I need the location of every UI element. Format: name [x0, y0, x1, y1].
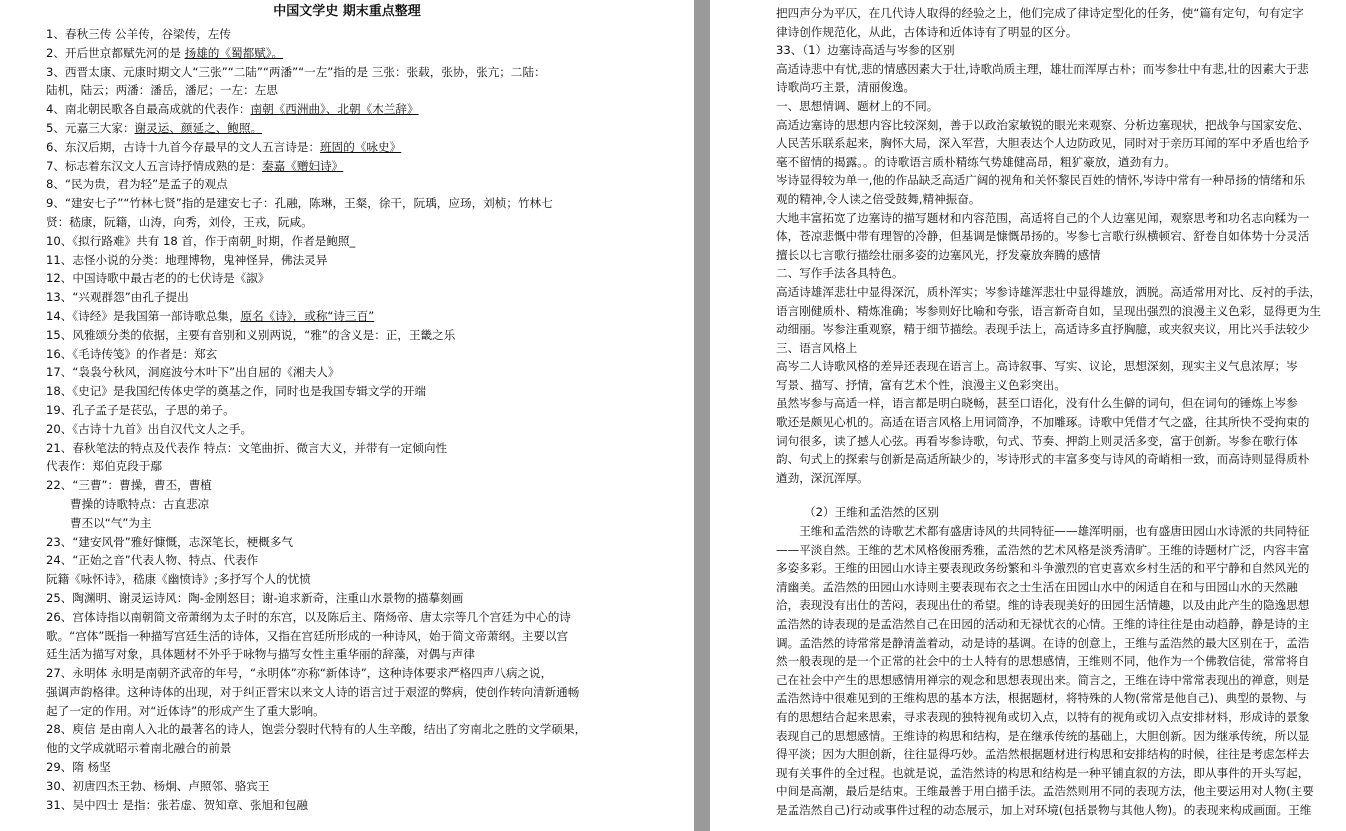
line-text: 19、孔子孟子是苌弘，子思的弟子。 — [46, 402, 235, 417]
text-line — [46, 608, 626, 627]
text-line — [46, 683, 626, 702]
line-text: 23、“建安风骨”雅好慷慨，志深笔长，梗概多气 — [46, 534, 294, 549]
text-line — [46, 439, 626, 458]
text-line — [776, 689, 1346, 708]
line-text: 三、语言风格上 — [776, 340, 858, 355]
text-line — [776, 41, 1346, 60]
line-text: 遒劲，深沉浑厚。 — [776, 470, 869, 485]
line-text: 1、春秋三传 公羊传，谷梁传，左传 — [46, 27, 231, 41]
line-text: 中间是高潮，最后是结束。王维最善于用白描手法。孟浩然则用不同的表现方法，他主要运用对人物(主要 — [776, 784, 1314, 799]
line-text: 11、志怪小说的分类：地理博物，鬼神怪异，佛法灵异 — [46, 252, 328, 267]
line-text: 阮籍《咏怀诗》，嵇康《幽愤诗》;多抒写个人的忧愤 — [46, 572, 311, 587]
line-text: 12、中国诗歌中最古老的的七伏诗是《諔》 — [46, 271, 270, 286]
line-text: 15、风雅颂分类的依据，主要有音别和义别两说，“雅”的含义是：正，王畿之乐 — [46, 327, 456, 342]
text-line — [46, 175, 626, 194]
line-text: 岑诗显得较为单一,他的作品缺乏高适广阔的视角和关怀黎民百姓的情怀,岑诗中常有一种昂扬的情绪和乐 — [776, 173, 1306, 188]
text-line — [776, 745, 1346, 764]
line-text: 己在社会中产生的思想感情用禅宗的观念和思想表现出来。简言之，王维在诗中常常表现出的禅意，则是 — [776, 672, 1310, 687]
line-text: 是孟浩然自己)行动或事件过程的动态展示，加上对环境(包括景物与其他人物)。的表现来构成画面。王维 — [776, 802, 1312, 817]
underlined-answer: 谢灵运、颜延之、鲍照。 — [134, 120, 263, 135]
text-line — [46, 363, 626, 382]
text-line — [776, 357, 1346, 376]
text-line — [46, 25, 626, 44]
text-line — [46, 100, 626, 119]
line-text: 语言刚健质朴、精炼准确；岑参则好比喻和夸张，语言新奇自如，呈现出强烈的浪漫主义色彩，显得更为生 — [776, 303, 1321, 318]
text-line — [46, 476, 626, 495]
text-line — [46, 288, 626, 307]
line-text: 二、写作手法各具特色。 — [776, 266, 904, 281]
text-line — [46, 702, 626, 721]
text-line — [46, 213, 626, 232]
line-text: 现有关事件的全过程。也就是说，孟浩然诗的构思和结构是一种平铺直叙的方法，即从事件的开头写起， — [776, 765, 1310, 780]
line-text: 22、“三曹”：曹操，曹丕，曹植 — [46, 478, 212, 493]
text-line — [776, 432, 1346, 451]
text-line — [776, 246, 1346, 265]
line-text: 廷生活为描写对象，具体题材不外乎于咏物与描写女性主重华丽的辞藻，对偶与声律 — [46, 647, 475, 662]
text-line — [46, 307, 626, 326]
line-text: 律诗创作规范化，从此，古体诗和近体诗有了明显的区分。 — [776, 24, 1078, 39]
text-line — [776, 227, 1346, 246]
text-line — [776, 394, 1346, 413]
text-line — [776, 541, 1346, 560]
underlined-answer: 班固的《咏史》 — [320, 139, 402, 154]
text-line — [776, 503, 1346, 522]
text-line — [46, 232, 626, 251]
line-text: 观的精神,令人读之倍受鼓舞,精神振奋。 — [776, 191, 981, 206]
line-text: 13、“兴观群怨”由孔子提出 — [46, 290, 189, 305]
text-line — [46, 664, 626, 683]
line-text: 调。孟浩然的诗常常是静清盖着动，动是诗的基调。在诗的创意上，王维与孟浩然的最大区别在于，孟浩 — [776, 635, 1310, 650]
line-text: 14、《诗经》是我国第一部诗歌总集， — [46, 308, 241, 323]
line-text: 孟浩然诗中很难见到的王维构思的基本方法，根据题材，将特殊的人物(常常是他自己)、典型的景物、与 — [776, 691, 1307, 706]
text-line — [46, 457, 626, 476]
text-line — [776, 209, 1346, 228]
line-text: 3、西晋太康、元康时期文人“三张”“二陆”“两潘”“一左”指的是 三张：张载，张协，张亢；二陆： — [46, 64, 546, 79]
line-text: 诗歌尚巧主景，清丽俊逸。 — [776, 80, 916, 95]
line-text: 擅长以七言歌行描绘壮丽多姿的边塞风光，抒发豪放奔腾的感情 — [776, 247, 1101, 262]
line-text: 贤：嵇康，阮籍，山涛，向秀，刘伶，王戎，阮咸。 — [46, 214, 313, 229]
line-text: ——平淡自然。王维的艺术风格俊丽秀雅，孟浩然的艺术风格是淡秀清旷。王维的诗题材广泛，内容丰富 — [776, 542, 1310, 557]
text-line — [776, 727, 1346, 746]
line-text: 曹操的诗歌特点：古直悲凉 — [70, 496, 210, 511]
line-text: 动细丽。岑参注重观察，精于细节描绘。表现手法上，高适诗多直抒胸臆，或夹叙夹议，用比兴手法较少 — [776, 322, 1310, 337]
text-line — [776, 23, 1346, 42]
line-text: 陆机，陆云；两潘：潘岳，潘尼；一左：左思 — [46, 83, 278, 98]
line-text: 体，苍凉悲慨中带有理智的冷静，但基调是慷慨昂扬的。岑参七言歌行纵横顿宕、舒卷自如体势十分灵活 — [776, 229, 1310, 244]
line-text: 24、“正始之音”代表人物、特点、代表作 — [46, 553, 259, 568]
text-line — [46, 777, 626, 796]
text-line — [776, 671, 1346, 690]
text-line — [46, 589, 626, 608]
line-text: 6、东汉后期，古诗十九首今存最早的文人五言诗是： — [46, 139, 321, 154]
line-text: 7、标志着东汉文人五言诗抒情成熟的是： — [46, 158, 263, 173]
text-line — [776, 596, 1346, 615]
text-line — [776, 339, 1346, 358]
line-text: 多姿多彩。王维的田园山水诗主要表现政务纷繁和斗争激烈的官吏喜欢乡村生活的和平宁静和自然风光的 — [776, 561, 1310, 576]
text-line — [776, 782, 1346, 801]
text-line — [776, 78, 1346, 97]
text-line — [776, 615, 1346, 634]
line-text: 5、元嘉三大家： — [46, 120, 135, 135]
text-line — [46, 533, 626, 552]
text-line — [46, 194, 626, 213]
line-text: 27、永明体 永明是南朝齐武帝的年号，“永明体”亦称“新体诗”，这种诗体要求严格四声八病之说， — [46, 666, 553, 681]
text-line — [46, 645, 626, 664]
line-text: 词句很多，读了撼人心弦。再看岑参诗歌，句式、节奏、押韵上则灵活多变，富于创新。岑参在歌行体 — [776, 433, 1298, 448]
line-text: 韵、句式上的探索与创新是高适所缺少的，岑诗形式的丰富多变与诗风的奇峭相一致，而高诗则显得质朴 — [776, 452, 1310, 467]
text-line — [46, 739, 626, 758]
text-line — [46, 157, 626, 176]
line-text: 得平淡；因为大胆创新，往往显得巧妙。孟浩然根据题材进行构思和安排结构的时候，往往是考虑怎样去 — [776, 747, 1310, 762]
line-text: 33、（1）边塞诗高适与岑参的区别 — [776, 43, 955, 58]
line-text: 他的文学成就昭示着南北融合的前景 — [46, 741, 232, 756]
line-text: 26、宫体诗指以南朝简文帝萧纲为太子时的东宫，以及陈后主、隋炀帝、唐太宗等几个宫廷为中心的诗 — [46, 609, 571, 624]
left-page-content — [0, 25, 626, 814]
line-text: 高适诗悲中有忧,悲的情感因素大于壮,诗歌尚质主理，雄壮而浑厚古朴；而岑参壮中有悲,壮的因素大于悲 — [776, 61, 1309, 76]
text-line — [776, 469, 1346, 488]
text-line — [776, 116, 1346, 135]
line-text: 把四声分为平仄，在几代诗人取得的经验之上，他们完成了律诗定型化的任务，使“篇有定句，句有定字 — [776, 6, 1304, 20]
text-line — [776, 652, 1346, 671]
line-text: 29、隋 杨坚 — [46, 760, 111, 775]
line-text: 强调声韵格律。这种诗体的出现，对于纠正晋宋以来文人诗的语言过于艰涩的弊病，使创作转向清新通畅 — [46, 684, 580, 699]
text-line — [776, 97, 1346, 116]
line-text: （2）王维和孟浩然的区别 — [804, 505, 939, 520]
line-text: 9、“建安七子”“竹林七贤”指的是建安七子：孔融，陈琳，王粲，徐干，阮瑀，应玚，刘桢；竹林七 — [46, 196, 553, 211]
line-text: 2、开后世京都赋先河的是 — [46, 45, 185, 60]
text-line — [46, 570, 626, 589]
underlined-answer: 扬雄的《蜀都赋》。 — [184, 45, 284, 60]
text-line — [46, 720, 626, 739]
line-text: 18、《史记》是我国纪传体史学的奠基之作，同时也是我国专辑文学的开端 — [46, 384, 426, 399]
text-line — [776, 450, 1346, 469]
line-text: 清幽美。孟浩然的田园山水诗则主要表现布衣之士生活在田园山水中的闲适自在和与田园山水的天然融 — [776, 579, 1298, 594]
line-text: 表现自己的思想感情。王维诗的构思和结构，是在继承传统的基础上，大胆创新。因为继承传统，所以显 — [776, 728, 1310, 743]
line-text: 8、“民为贵，君为轻”是孟子的观点 — [46, 177, 228, 192]
text-line — [46, 758, 626, 777]
text-line — [776, 559, 1346, 578]
line-text: 21、春秋笔法的特点及代表作 特点：文笔曲折、微言大义，并带有一定倾向性 — [46, 440, 448, 455]
right-page — [710, 0, 1346, 831]
text-line — [776, 764, 1346, 783]
line-text: 歌。“宫体”既指一种描写宫廷生活的诗体，又指在宫廷所形成的一种诗风，始于简文帝萧纲。主要以宫 — [46, 628, 569, 643]
text-line — [46, 326, 626, 345]
text-line — [776, 708, 1346, 727]
text-line — [776, 578, 1346, 597]
text-line — [776, 134, 1346, 153]
line-text: 歌还是颇见心机的。高适在语言风格上用词简净，不加雕琢。诗歌中凭借才气之盛，往其所快不受拘束的 — [776, 415, 1310, 430]
line-text: 毫不留情的揭露。。的诗歌语言质朴精练气势雄健高昂，粗犷豪放，遒劲有力。 — [776, 154, 1176, 169]
line-text: 高适诗雄浑悲壮中显得深沉，质朴浑实；岑参诗雄浑悲壮中显得雄放，洒脱。高适常用对比、反衬的手法， — [776, 284, 1321, 299]
line-text: 曹丕以“气”为主 — [70, 515, 152, 530]
text-line — [776, 801, 1346, 820]
text-line — [46, 81, 626, 100]
line-text: 20、《古诗十九首》出自汉代文人之手。 — [46, 421, 253, 436]
text-line — [776, 283, 1346, 302]
text-line — [46, 119, 626, 138]
line-text: 高岑二人诗歌风格的差异还表现在语言上。高诗叙事、写实、议论，思想深刻，现实主义气息浓厚；岑 — [776, 359, 1298, 374]
line-text: 4、南北朝民歌各自最高成就的代表作： — [46, 102, 251, 117]
line-text: 写景、描写、抒情，富有艺术个性，浪漫主义色彩突出。 — [776, 377, 1066, 392]
text-line — [46, 269, 626, 288]
line-text: 王维和孟浩然的诗歌艺术都有盛唐诗风的共同特征——雄浑明丽，也有盛唐田园山水诗派的共同特征 — [799, 524, 1310, 539]
line-text: 31、吴中四士 是指：张若虚、贺知章、张旭和包融 — [46, 797, 308, 812]
line-text: 28、庾信 是由南人入北的最著名的诗人，饱尝分裂时代特有的人生辛酸，结出了穷南北之胜的文学硕果， — [46, 722, 587, 737]
line-text: 16、《毛诗传笺》的作者是：郑玄 — [46, 346, 218, 361]
text-line — [776, 522, 1346, 541]
text-line — [776, 190, 1346, 209]
line-text: 17、“袅袅兮秋风，洞庭波兮木叶下”出自屈的《湘夫人》 — [46, 365, 340, 380]
text-line — [46, 382, 626, 401]
text-line — [776, 634, 1346, 653]
line-text: 洽，表现没有出仕的苦闷，表现出仕的希望。维的诗表现美好的田园生活情趣，以及由此产生的隐逸思想 — [776, 598, 1310, 613]
text-line — [46, 63, 626, 82]
line-text: 起了一定的作用。对“近体诗”的形成产生了重大影响。 — [46, 703, 325, 718]
line-text: 大地丰富拓宽了边塞诗的描写题材和内容范围，高适将自己的个人边塞见闻，观察思考和功名志向糅为一 — [776, 210, 1310, 225]
underlined-answer: 南朝《西洲曲》、北朝《木兰辞》 — [250, 102, 419, 117]
text-line — [46, 345, 626, 364]
line-text: 虽然岑参与高适一样，语言都是明白晓畅，甚至口语化，没有什么生僻的词句，但在词句的锤炼上岑参 — [776, 396, 1298, 411]
text-line — [46, 627, 626, 646]
text-line — [776, 264, 1346, 283]
text-line — [46, 495, 626, 514]
line-text: 孟浩然的诗表现的是孟浩然自己在田园的活动和无禄忧衣的心情。王维的诗往往是由动趋静，静是诗的主 — [776, 617, 1310, 631]
page-title: 中国文学史 期末重点整理 — [273, 4, 421, 19]
text-line — [776, 376, 1346, 395]
text-line — [46, 420, 626, 439]
text-line — [46, 796, 626, 815]
text-line — [776, 4, 1346, 23]
text-line — [46, 551, 626, 570]
text-line — [776, 302, 1346, 321]
line-text: 30、初唐四杰王勃、杨炯、卢照邻、骆宾王 — [46, 778, 270, 793]
underlined-answer: 原名《诗》，或称“诗三百” — [240, 308, 375, 323]
text-line — [776, 413, 1346, 432]
line-text: 人民苦乐联系起来，胸怀大局，深入军营，大胆表达个人边防政见，同时对于亲历耳闻的军中矛盾也给予 — [776, 136, 1310, 151]
text-line — [46, 251, 626, 270]
text-line — [46, 401, 626, 420]
text-line — [46, 514, 626, 533]
line-text: 25、陶渊明、谢灵运诗风：陶-金刚怒目；谢-追求新奇，注重山水景物的描摹刻画 — [46, 590, 464, 605]
line-text: 有的思想结合起来思索，寻求表现的独特视角或切入点，以特有的视角或切入点安排材料，形成诗的景象 — [776, 709, 1310, 724]
text-line — [46, 44, 626, 63]
text-line — [776, 153, 1346, 172]
text-line — [46, 138, 626, 157]
right-page-content — [710, 0, 1346, 820]
line-text: 高适边塞诗的思想内容比较深刻，善于以政治家敏锐的眼光来观察、分析边塞现状，把战争与国家安危、 — [776, 117, 1310, 132]
text-line — [776, 171, 1346, 190]
text-line — [776, 60, 1346, 79]
line-text: 10、《拟行路难》共有 18 首，作于南朝_时期，作者是鲍照_ — [46, 233, 356, 248]
line-text: 一、思想情调、题材上的不同。 — [776, 98, 939, 113]
text-line — [776, 320, 1346, 339]
underlined-answer: 秦嘉《赠妇诗》 — [262, 158, 344, 173]
line-text: 代表作：郑伯克段于鄢 — [46, 459, 162, 474]
line-text: 然一般表现的是一个正常的社会中的士人特有的思想感情，王维则不同，他作为一个佛教信徒，常常将自 — [776, 654, 1310, 669]
